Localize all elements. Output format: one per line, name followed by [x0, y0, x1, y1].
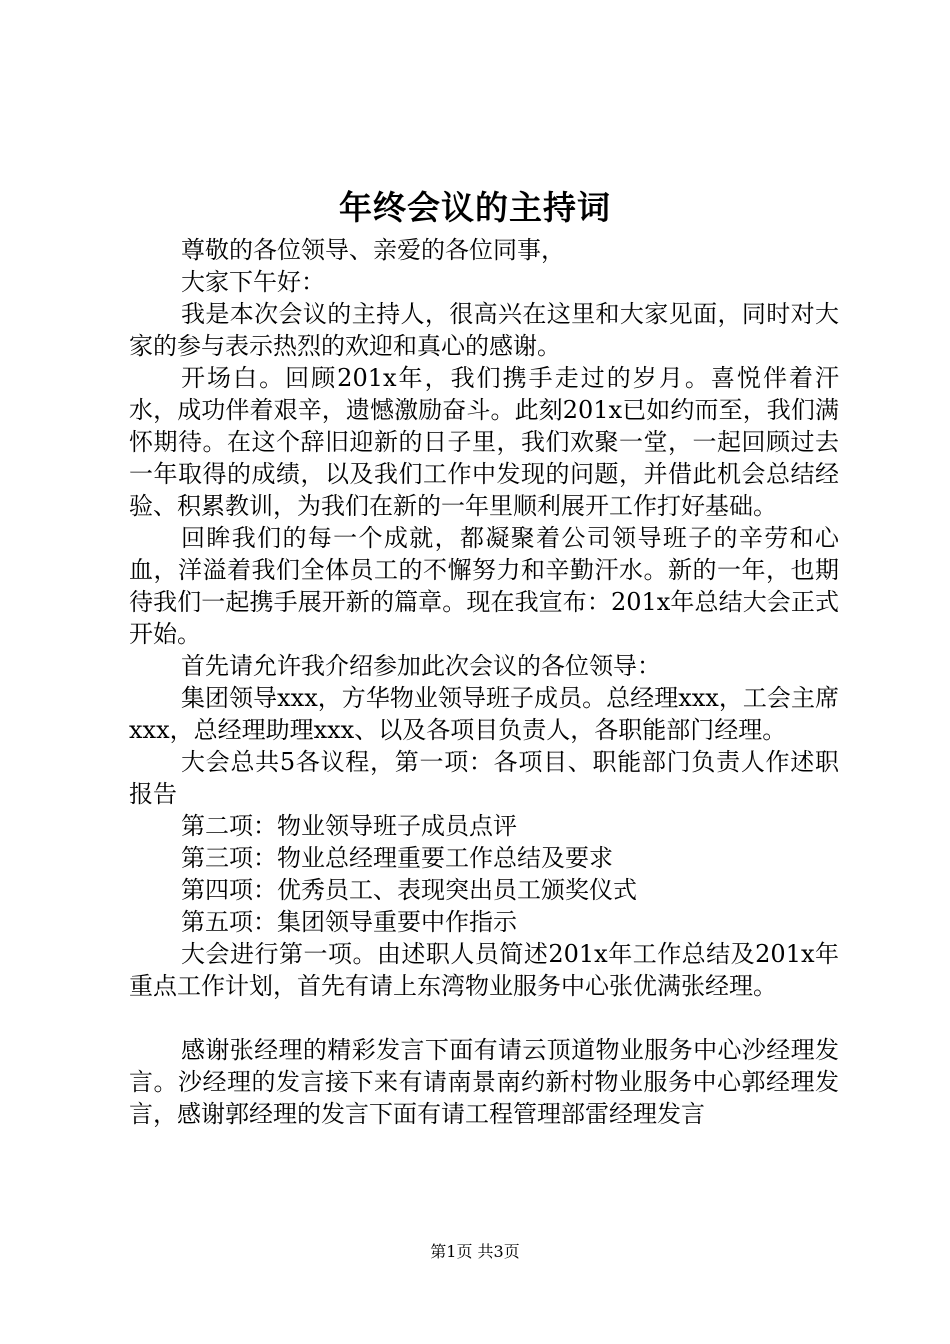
- agenda-item-5: 第五项：集团领导重要中作指示: [181, 908, 517, 936]
- blank-line: [129, 1002, 839, 1034]
- paragraph-leaders-list: 集团领导xxx，方华物业领导班子成员。总经理xxx，工会主席xxx，总经理助理xxx、以及各项目负责人，各职能部门经理。: [129, 684, 839, 744]
- document-body: [129, 234, 839, 1130]
- paragraph-intro: 我是本次会议的主持人，很高兴在这里和大家见面，同时对大家的参与表示热烈的欢迎和真心的感谢。: [129, 300, 839, 360]
- paragraph-opening: 开场白。回顾201x年，我们携手走过的岁月。喜悦伴着汗水，成功伴着艰辛，遗憾激励奋斗。此刻201x已如约而至，我们满怀期待。在这个辞旧迎新的日子里，我们欢聚一堂，一起回顾过去一年取得的成绩，以及我们工作中发现的问题，并借此机会总结经验、积累教训，为我们在新的一年里顺利展开工作打好基础。: [129, 364, 839, 520]
- paragraph-speakers: 感谢张经理的精彩发言下面有请云顶道物业服务中心沙经理发言。沙经理的发言接下来有请南景南约新村物业服务中心郭经理发言，感谢郭经理的发言下面有请工程管理部雷经理发言: [129, 1036, 839, 1128]
- paragraph-agenda: 大会总共5各议程，第一项：各项目、职能部门负责人作述职报告: [129, 748, 839, 808]
- paragraph-salutation: 大家下午好：: [181, 268, 325, 296]
- paragraph-review: 回眸我们的每一个成就，都凝聚着公司领导班子的辛劳和心血，洋溢着我们全体员工的不懈努力和辛勤汗水。新的一年，也期待我们一起携手展开新的篇章。现在我宣布：201x年总结大会正式开始。: [129, 524, 839, 648]
- page-footer: 第1页 共3页: [430, 1242, 520, 1261]
- document-title: 年终会议的主持词: [339, 188, 611, 227]
- agenda-item-4: 第四项：优秀员工、表现突出员工颁奖仪式: [181, 876, 637, 904]
- paragraph-first-item: 大会进行第一项。由述职人员简述201x年工作总结及201x年重点工作计划，首先有请上东湾物业服务中心张优满张经理。: [129, 940, 839, 1000]
- paragraph-leaders-intro: 首先请允许我介绍参加此次会议的各位领导：: [181, 652, 661, 680]
- paragraph-greeting: 尊敬的各位领导、亲爱的各位同事，: [181, 236, 565, 264]
- agenda-item-2: 第二项：物业领导班子成员点评: [181, 812, 517, 840]
- agenda-item-3: 第三项：物业总经理重要工作总结及要求: [181, 844, 613, 872]
